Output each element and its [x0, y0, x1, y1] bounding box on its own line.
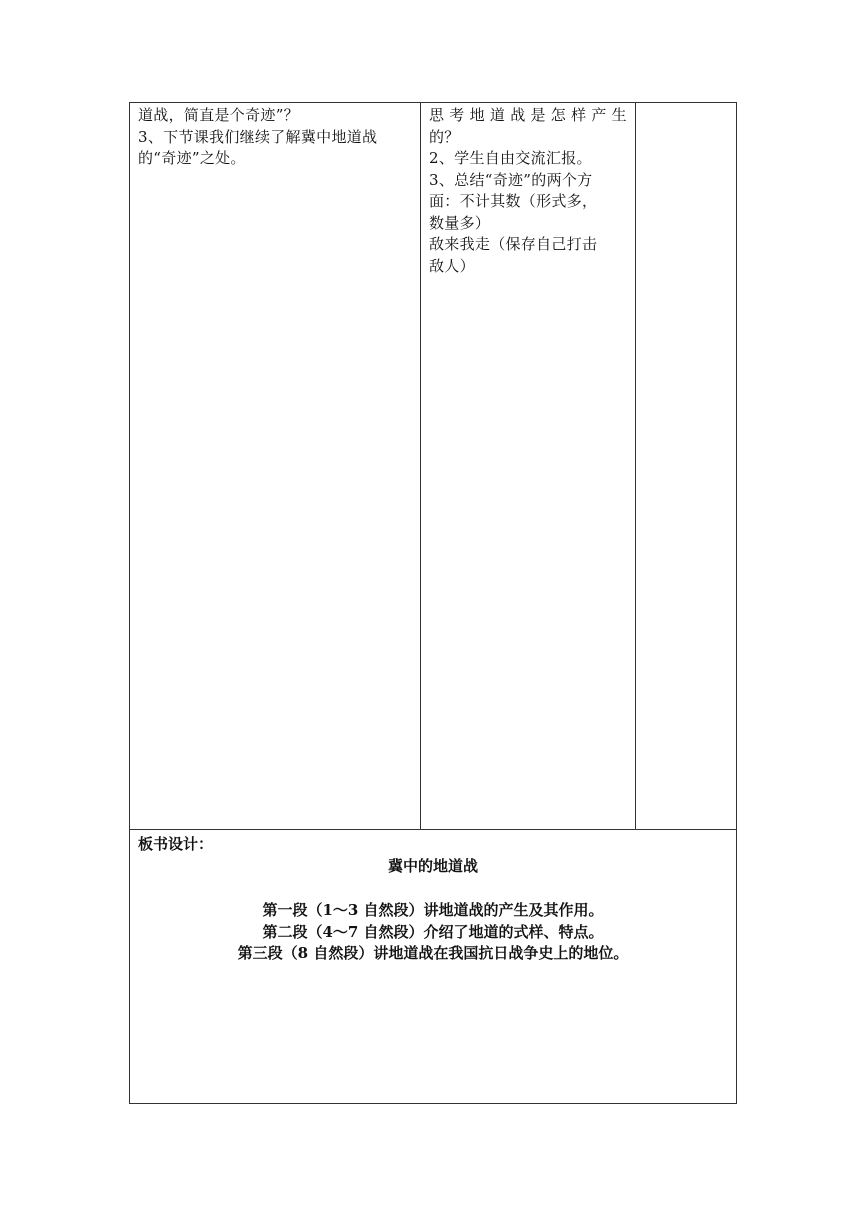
board-outline-line: 第一段（1～3 自然段）讲地道战的产生及其作用。 [262, 901, 604, 919]
justified-char: 思 [429, 106, 445, 124]
justified-char: 战 [510, 106, 526, 124]
justified-char: 生 [611, 106, 627, 124]
justified-char: 道 [489, 106, 506, 124]
teacher-line: 道战，简直是个奇迹”？ [138, 106, 299, 124]
board-title: 冀中的地道战 [387, 857, 478, 875]
column-divider-1 [420, 102, 421, 829]
student-line: 数量多） [429, 213, 491, 232]
justified-char: 产 [591, 106, 607, 124]
student-line: 敌人） [429, 256, 475, 275]
board-outline-line: 第三段（8 自然段）讲地道战在我国抗日战争史上的地位。 [237, 944, 629, 962]
row-divider [129, 829, 737, 830]
justified-char: 怎 [550, 106, 567, 124]
student-line: 面：不计其数（形式多， [429, 192, 598, 210]
student-line: 的？ [429, 127, 460, 146]
student-line-justified [429, 105, 627, 127]
teacher-activity-cell [138, 105, 414, 170]
board-outline [129, 900, 737, 965]
student-line: 3、总结“奇迹”的两个方 [429, 170, 593, 189]
justified-char: 地 [469, 106, 485, 124]
justified-char: 样 [571, 106, 587, 124]
student-line: 2、学生自由交流汇报。 [429, 149, 592, 167]
teacher-line: 3、下节课我们继续了解冀中地道战 [138, 127, 378, 146]
justified-char: 是 [530, 106, 546, 124]
student-line: 敌来我走（保存自己打击 [429, 235, 598, 253]
teacher-line: 的“奇迹”之处。 [138, 149, 246, 167]
student-activity-cell [429, 105, 631, 277]
justified-char: 考 [449, 106, 465, 124]
column-divider-2 [635, 102, 636, 829]
board-design-label: 板书设计： [138, 835, 214, 853]
board-outline-line: 第二段（4～7 自然段）介绍了地道的式样、特点。 [262, 922, 604, 941]
